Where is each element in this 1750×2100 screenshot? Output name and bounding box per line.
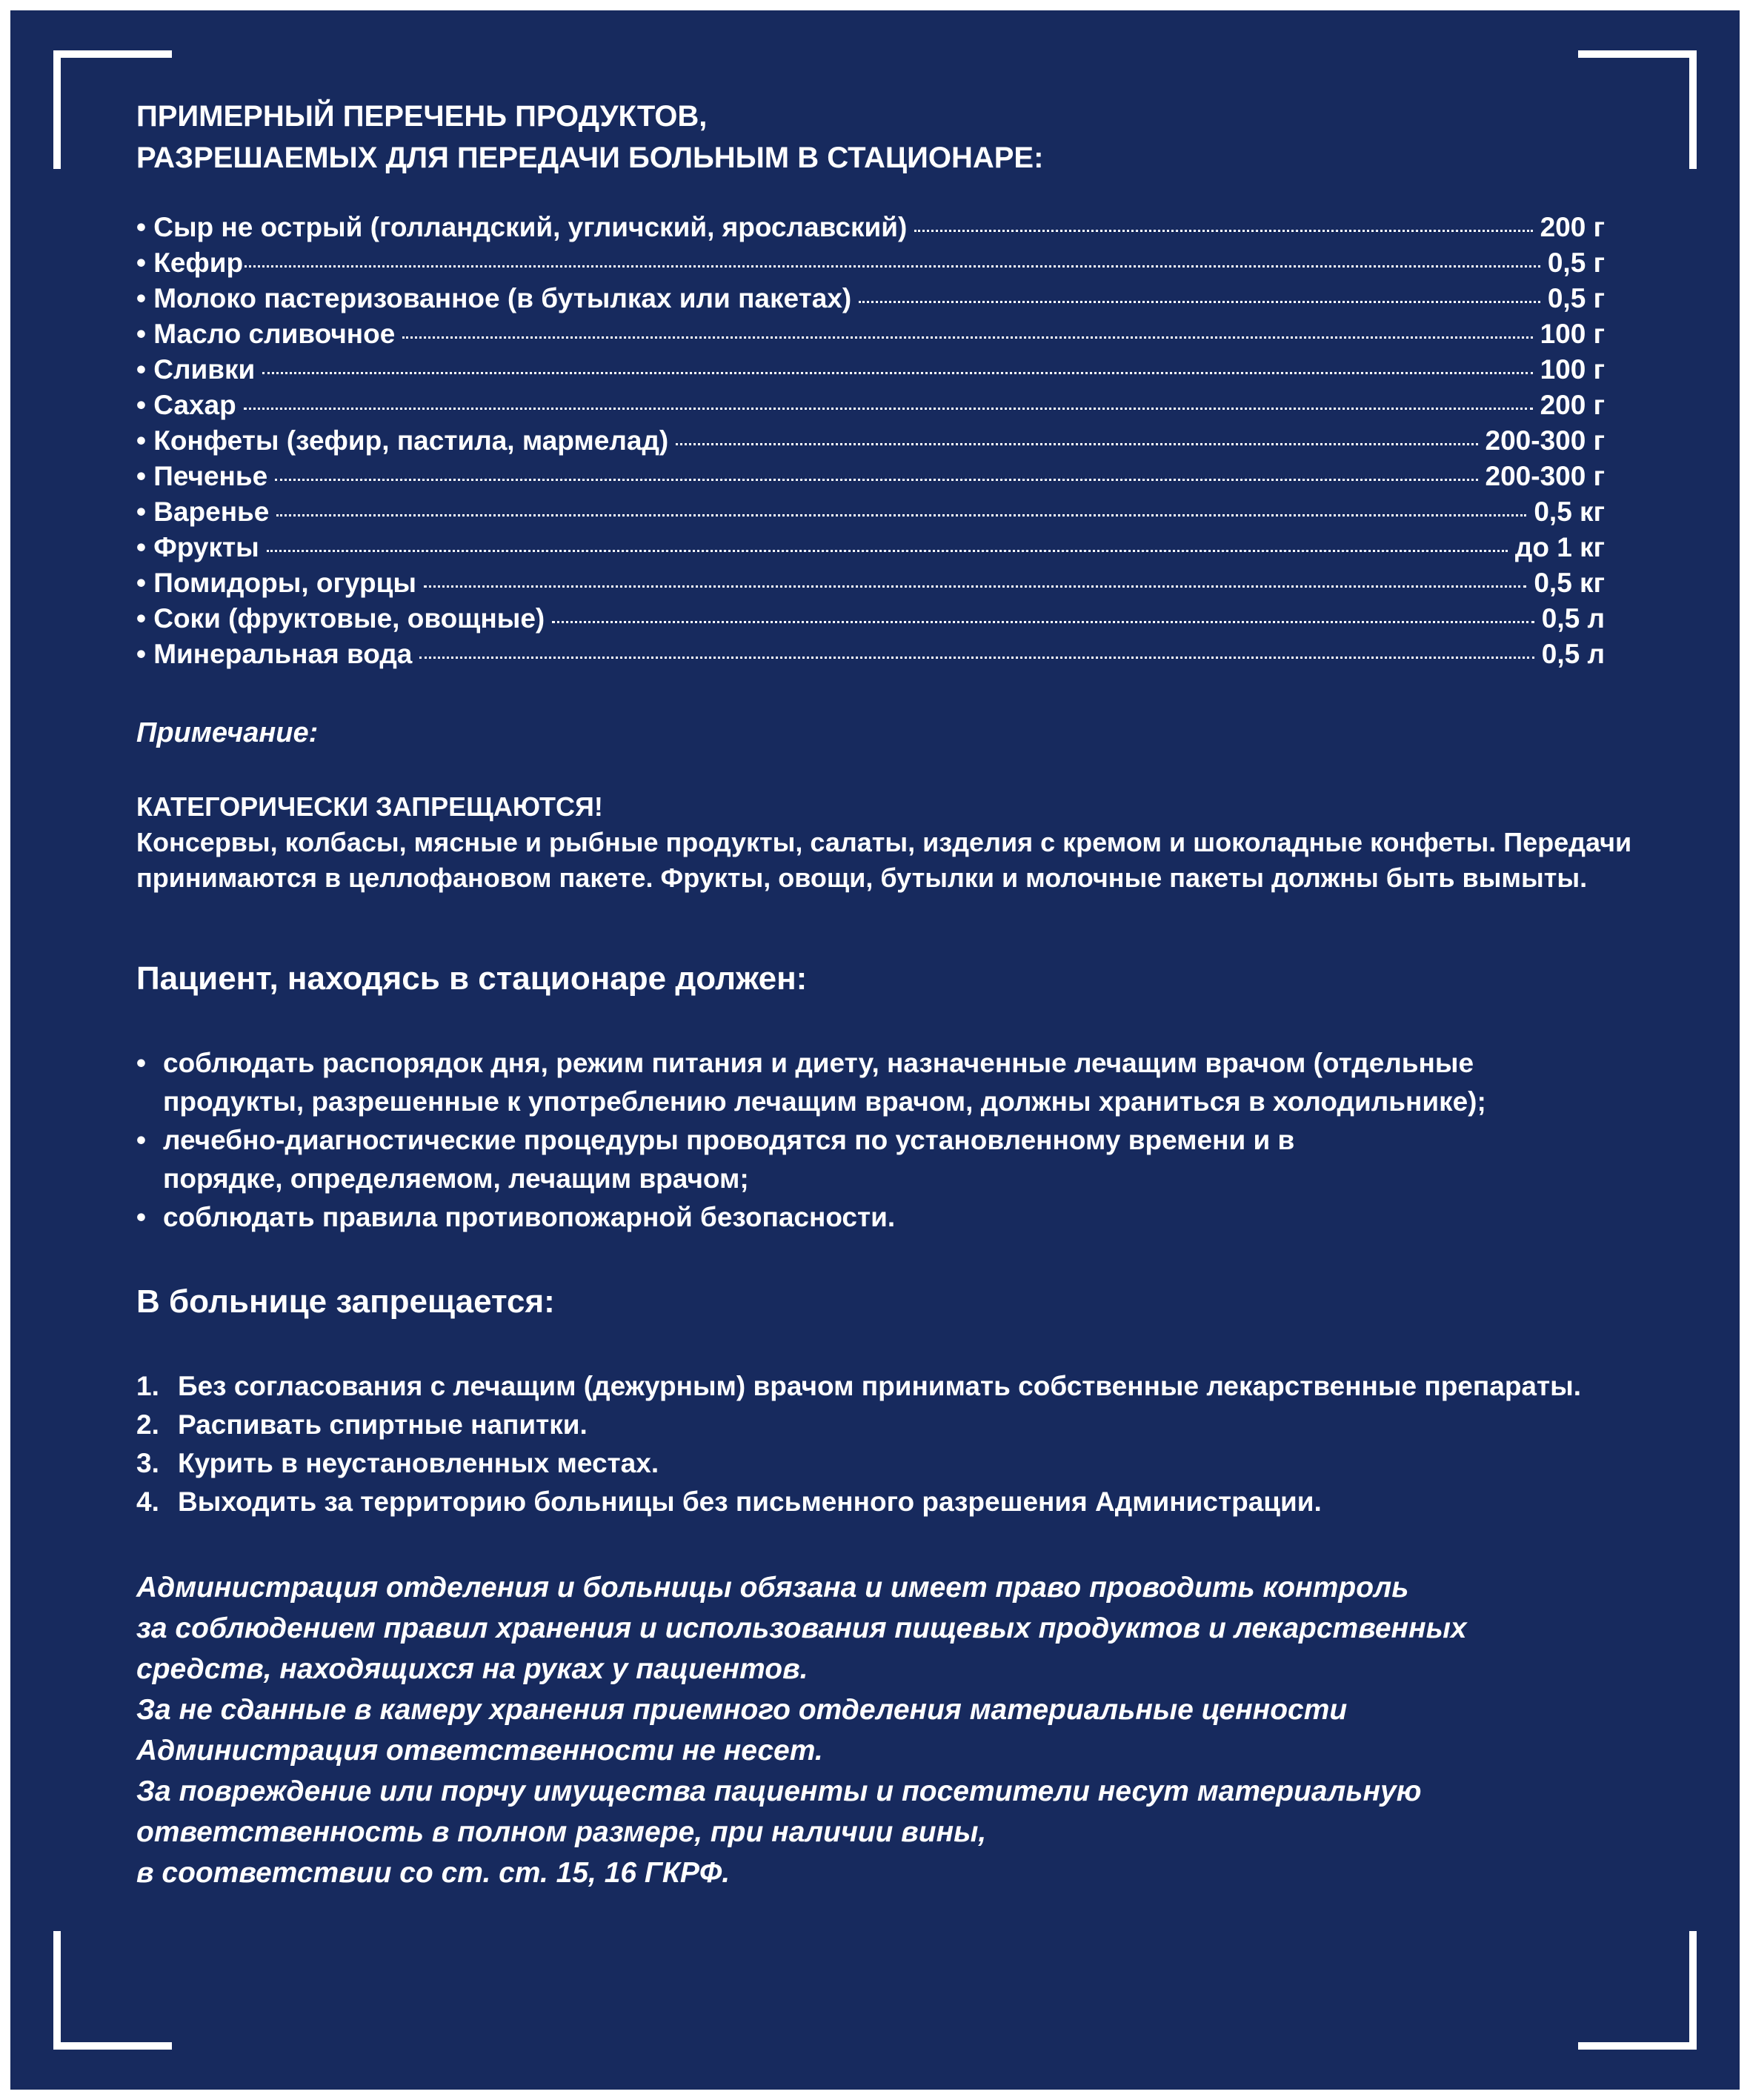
list-number: 2. [136,1409,159,1440]
corner-frame-bottom-left [53,1931,172,2050]
dot-leader [552,621,1534,623]
product-name: • Варенье [136,496,270,527]
notice-line: За не сданные в камеру хранения приемного отделения материальные ценности [136,1694,1348,1726]
product-row [136,459,1605,494]
list-item [136,1198,1556,1237]
product-row [136,565,1605,601]
product-quantity: 100 г [1540,354,1605,385]
dot-leader [262,372,1532,374]
dot-leader [914,230,1532,232]
dot-leader [276,514,1526,516]
product-row [136,388,1605,423]
title-line-1: ПРИМЕРНЫЙ ПЕРЕЧЕНЬ ПРОДУКТОВ, [136,100,708,133]
list-item [136,1406,1707,1444]
forbidden-heading: В больнице запрещается: [136,1283,555,1320]
product-name: • Сыр не острый (голландский, угличский, ярославский) [136,212,908,242]
notice-line: в соответствии со ст. ст. 15, 16 ГКРФ. [136,1857,731,1889]
product-name: • Минеральная вода [136,639,413,669]
product-row [136,494,1605,530]
patient-heading: Пациент, находясь в стационаре должен: [136,960,808,997]
notice-line: За повреждение или порчу имущества пациенты и посетители несут материальную [136,1775,1422,1807]
product-quantity: 0,5 г [1547,247,1605,278]
list-item-text: Выходить за территорию больницы без письменного разрешения Администрации. [178,1486,1322,1517]
notice-line: средств, находящихся на руках у пациентов. [136,1653,808,1685]
product-name: • Конфеты (зефир, пастила, мармелад) [136,425,669,456]
product-quantity: 200-300 г [1485,461,1605,491]
corner-frame-bottom-right [1578,1931,1697,2050]
product-quantity: 200 г [1540,212,1605,242]
product-name: • Соки (фруктовые, овощные) [136,603,545,634]
product-quantity: 200-300 г [1485,425,1605,456]
administration-notice [136,1567,1707,1893]
forbidden-list [136,1367,1707,1521]
list-number: 1. [136,1371,159,1401]
product-row [136,601,1605,637]
dot-leader [859,301,1540,303]
bullet-icon: • [136,1048,146,1078]
products-list [136,210,1605,672]
product-name: • Кефир [136,247,244,278]
product-quantity: 200 г [1540,390,1605,420]
notice-line: Администрация ответственности не несет. [136,1735,823,1767]
board-content [136,96,1707,1893]
product-row [136,281,1605,316]
product-quantity: 0,5 л [1541,639,1605,669]
list-number: 3. [136,1448,159,1478]
list-item-text: Курить в неустановленных местах. [178,1448,659,1478]
product-name: • Молоко пастеризованное (в бутылках или пакетах) [136,283,852,313]
list-item [136,1367,1707,1406]
page-title [136,96,1707,179]
dot-leader [676,443,1477,445]
list-item [136,1444,1707,1483]
list-item-text: Распивать спиртные напитки. [178,1409,588,1440]
list-item-text: Без согласования с лечащим (дежурным) врачом принимать собственные лекарственные препараты. [178,1371,1581,1401]
dot-leader [424,585,1526,588]
list-number: 4. [136,1486,159,1517]
product-name: • Сахар [136,390,236,420]
bullet-icon: • [136,1202,146,1232]
notice-line: за соблюдением правил хранения и использования пищевых продуктов и лекарственных [136,1612,1467,1644]
product-row [136,530,1605,565]
product-row [136,637,1605,672]
product-name: • Сливки [136,354,256,385]
product-row [136,316,1605,352]
prohibited-title: КАТЕГОРИЧЕСКИ ЗАПРЕЩАЮТСЯ! [136,791,603,822]
product-quantity: 0,5 л [1541,603,1605,634]
product-name: • Печенье [136,461,268,491]
list-item-text: лечебно-диагностические процедуры проводятся по установленному времени и в порядке, определяемом, лечащим врачом; [163,1125,1295,1194]
product-row [136,423,1605,459]
product-name: • Масло сливочное [136,319,396,349]
product-quantity: 0,5 кг [1534,568,1605,598]
dot-leader [244,408,1533,410]
product-row [136,352,1605,388]
notice-line: Администрация отделения и больницы обязана и имеет право проводить контроль [136,1572,1409,1604]
list-item-text: соблюдать правила противопожарной безопасности. [163,1202,896,1232]
dot-leader [267,550,1508,552]
bullet-icon: • [136,1125,146,1155]
product-quantity: 0,5 кг [1534,496,1605,527]
dot-leader [244,265,1540,268]
patient-duties-list [136,1044,1707,1237]
note-label: Примечание: [136,717,319,748]
dot-leader [402,336,1532,339]
list-item [136,1044,1556,1121]
product-name: • Фрукты [136,532,259,562]
product-row [136,210,1605,245]
title-line-2: РАЗРЕШАЕМЫХ ДЛЯ ПЕРЕДАЧИ БОЛЬНЫМ В СТАЦИОНАРЕ: [136,142,1044,174]
product-quantity: 0,5 г [1547,283,1605,313]
dot-leader [275,479,1477,481]
notice-line: ответственность в полном размере, при наличии вины, [136,1816,987,1848]
dot-leader [419,657,1534,659]
product-name: • Помидоры, огурцы [136,568,416,598]
prohibited-text: Консервы, колбасы, мясные и рыбные продукты, салаты, изделия с кремом и шоколадные конфеты. Передачи принимаются в целлофановом пакете. Фрукты, овощи, бутылки и молочные пакеты должны быть вымыты. [136,827,1632,893]
list-item [136,1483,1707,1521]
product-quantity: до 1 кг [1514,532,1605,562]
list-item [136,1121,1415,1198]
list-item-text: соблюдать распорядок дня, режим питания и диету, назначенные лечащим врачом (отдельные продукты, разрешенные к употреблению лечащим врачом, должны храниться в холодильнике); [163,1048,1486,1117]
product-row [136,245,1605,281]
product-quantity: 100 г [1540,319,1605,349]
